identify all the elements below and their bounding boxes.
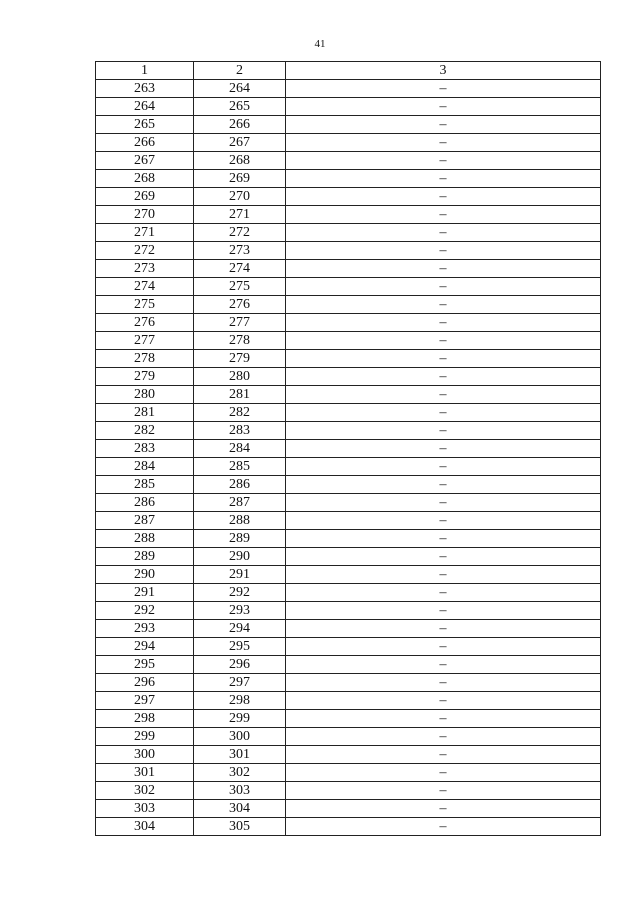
table-cell-col-2: 292 <box>194 584 286 602</box>
table-cell-col-3: – <box>286 710 601 728</box>
table-cell-col-3: – <box>286 476 601 494</box>
table-row <box>96 530 601 548</box>
table-row <box>96 458 601 476</box>
table-cell-col-3: – <box>286 332 601 350</box>
table-cell-col-1: 265 <box>96 116 194 134</box>
table-cell-col-3: – <box>286 314 601 332</box>
table-cell-col-1: 294 <box>96 638 194 656</box>
table-cell-col-2: 294 <box>194 620 286 638</box>
table-cell-col-2: 284 <box>194 440 286 458</box>
table-cell-col-1: 287 <box>96 512 194 530</box>
table-cell-col-2: 293 <box>194 602 286 620</box>
table-cell-col-1: 282 <box>96 422 194 440</box>
table-cell-col-1: 283 <box>96 440 194 458</box>
table-row <box>96 350 601 368</box>
table-cell-col-3: – <box>286 728 601 746</box>
table-cell-col-1: 275 <box>96 296 194 314</box>
table-cell-col-3: – <box>286 458 601 476</box>
page-number: 41 <box>314 38 326 50</box>
table-cell-col-1: 302 <box>96 782 194 800</box>
table-cell-col-1: 304 <box>96 818 194 836</box>
table-cell-col-2: 268 <box>194 152 286 170</box>
table-cell-col-1: 268 <box>96 170 194 188</box>
table-row <box>96 278 601 296</box>
table-cell-col-2: 264 <box>194 80 286 98</box>
table-row <box>96 710 601 728</box>
table-cell-col-3: – <box>286 674 601 692</box>
table-row <box>96 620 601 638</box>
table-row <box>96 260 601 278</box>
table-row <box>96 566 601 584</box>
table-row <box>96 728 601 746</box>
table-row <box>96 548 601 566</box>
table-row <box>96 332 601 350</box>
table-cell-col-3: – <box>286 98 601 116</box>
table-row <box>96 764 601 782</box>
table-row <box>96 80 601 98</box>
table-cell-col-1: 269 <box>96 188 194 206</box>
table-cell-col-2: 303 <box>194 782 286 800</box>
column-header-2: 2 <box>194 62 286 80</box>
table-cell-col-3: – <box>286 422 601 440</box>
table-cell-col-2: 286 <box>194 476 286 494</box>
table-cell-col-3: – <box>286 746 601 764</box>
table-cell-col-2: 265 <box>194 98 286 116</box>
table-cell-col-3: – <box>286 494 601 512</box>
table-row <box>96 476 601 494</box>
table-cell-col-2: 270 <box>194 188 286 206</box>
table-row <box>96 494 601 512</box>
table-cell-col-3: – <box>286 764 601 782</box>
table-cell-col-1: 295 <box>96 656 194 674</box>
table-row <box>96 188 601 206</box>
table-row <box>96 224 601 242</box>
table-row <box>96 206 601 224</box>
table-cell-col-2: 279 <box>194 350 286 368</box>
table-row <box>96 116 601 134</box>
table-cell-col-1: 303 <box>96 800 194 818</box>
table-cell-col-1: 290 <box>96 566 194 584</box>
table-cell-col-2: 267 <box>194 134 286 152</box>
table-cell-col-2: 299 <box>194 710 286 728</box>
table-cell-col-1: 291 <box>96 584 194 602</box>
table-cell-col-2: 277 <box>194 314 286 332</box>
table-cell-col-1: 277 <box>96 332 194 350</box>
column-header-3: 3 <box>286 62 601 80</box>
table-cell-col-2: 287 <box>194 494 286 512</box>
table-header <box>96 62 601 80</box>
table-cell-col-3: – <box>286 548 601 566</box>
table-row <box>96 314 601 332</box>
table-cell-col-3: – <box>286 296 601 314</box>
table-row <box>96 512 601 530</box>
table-row <box>96 818 601 836</box>
table-cell-col-2: 278 <box>194 332 286 350</box>
table-row <box>96 782 601 800</box>
table-row <box>96 422 601 440</box>
table-row <box>96 692 601 710</box>
table-row <box>96 296 601 314</box>
table-cell-col-1: 296 <box>96 674 194 692</box>
table-cell-col-2: 282 <box>194 404 286 422</box>
table-cell-col-3: – <box>286 530 601 548</box>
table-cell-col-3: – <box>286 440 601 458</box>
table-cell-col-1: 292 <box>96 602 194 620</box>
table-cell-col-3: – <box>286 278 601 296</box>
table-cell-col-1: 266 <box>96 134 194 152</box>
table-cell-col-2: 283 <box>194 422 286 440</box>
table-cell-col-3: – <box>286 512 601 530</box>
table-cell-col-3: – <box>286 224 601 242</box>
table-cell-col-2: 291 <box>194 566 286 584</box>
table-row <box>96 440 601 458</box>
table-row <box>96 584 601 602</box>
table-cell-col-2: 275 <box>194 278 286 296</box>
table-cell-col-3: – <box>286 368 601 386</box>
table-cell-col-3: – <box>286 80 601 98</box>
table-cell-col-2: 276 <box>194 296 286 314</box>
table-cell-col-3: – <box>286 602 601 620</box>
table-row <box>96 656 601 674</box>
table-cell-col-1: 273 <box>96 260 194 278</box>
table-cell-col-2: 285 <box>194 458 286 476</box>
table-row <box>96 98 601 116</box>
column-header-1: 1 <box>96 62 194 80</box>
table-cell-col-3: – <box>286 656 601 674</box>
table-cell-col-3: – <box>286 260 601 278</box>
table-cell-col-3: – <box>286 800 601 818</box>
table-cell-col-1: 264 <box>96 98 194 116</box>
table-cell-col-1: 284 <box>96 458 194 476</box>
table-row <box>96 242 601 260</box>
table-cell-col-2: 301 <box>194 746 286 764</box>
table-cell-col-1: 280 <box>96 386 194 404</box>
table-cell-col-1: 272 <box>96 242 194 260</box>
table-row <box>96 602 601 620</box>
table-cell-col-2: 297 <box>194 674 286 692</box>
table-row <box>96 386 601 404</box>
table-cell-col-3: – <box>286 116 601 134</box>
table-cell-col-3: – <box>286 242 601 260</box>
table-cell-col-2: 280 <box>194 368 286 386</box>
table-cell-col-3: – <box>286 818 601 836</box>
table-cell-col-2: 300 <box>194 728 286 746</box>
table-cell-col-1: 271 <box>96 224 194 242</box>
table-cell-col-2: 296 <box>194 656 286 674</box>
table-row <box>96 368 601 386</box>
table-row <box>96 638 601 656</box>
table-cell-col-2: 266 <box>194 116 286 134</box>
table-cell-col-2: 274 <box>194 260 286 278</box>
table-cell-col-2: 295 <box>194 638 286 656</box>
table-cell-col-1: 270 <box>96 206 194 224</box>
table-cell-col-1: 279 <box>96 368 194 386</box>
table-cell-col-2: 305 <box>194 818 286 836</box>
table-cell-col-3: – <box>286 584 601 602</box>
table-cell-col-1: 293 <box>96 620 194 638</box>
table-row <box>96 152 601 170</box>
table-cell-col-2: 304 <box>194 800 286 818</box>
table-cell-col-1: 288 <box>96 530 194 548</box>
table-cell-col-1: 263 <box>96 80 194 98</box>
table-cell-col-1: 276 <box>96 314 194 332</box>
table-cell-col-1: 299 <box>96 728 194 746</box>
table-cell-col-1: 289 <box>96 548 194 566</box>
table-cell-col-3: – <box>286 638 601 656</box>
table-cell-col-3: – <box>286 350 601 368</box>
table-cell-col-3: – <box>286 620 601 638</box>
table-cell-col-2: 289 <box>194 530 286 548</box>
table-cell-col-3: – <box>286 170 601 188</box>
table-cell-col-2: 272 <box>194 224 286 242</box>
table-cell-col-3: – <box>286 206 601 224</box>
table-cell-col-3: – <box>286 386 601 404</box>
table-cell-col-3: – <box>286 188 601 206</box>
table-cell-col-3: – <box>286 404 601 422</box>
table-cell-col-2: 273 <box>194 242 286 260</box>
table-cell-col-1: 297 <box>96 692 194 710</box>
table-cell-col-1: 278 <box>96 350 194 368</box>
table-cell-col-1: 286 <box>96 494 194 512</box>
table-cell-col-2: 298 <box>194 692 286 710</box>
table-cell-col-1: 274 <box>96 278 194 296</box>
table-cell-col-1: 298 <box>96 710 194 728</box>
table-cell-col-2: 290 <box>194 548 286 566</box>
table-cell-col-3: – <box>286 566 601 584</box>
table-row <box>96 746 601 764</box>
table-cell-col-1: 285 <box>96 476 194 494</box>
table-row <box>96 170 601 188</box>
table-body <box>96 80 601 836</box>
table-row <box>96 800 601 818</box>
table-cell-col-3: – <box>286 152 601 170</box>
table-cell-col-2: 288 <box>194 512 286 530</box>
table-cell-col-1: 281 <box>96 404 194 422</box>
table-cell-col-2: 281 <box>194 386 286 404</box>
table-cell-col-3: – <box>286 692 601 710</box>
header-row <box>96 62 601 80</box>
table-cell-col-1: 301 <box>96 764 194 782</box>
table-row <box>96 674 601 692</box>
table-row <box>96 134 601 152</box>
data-table <box>95 61 601 836</box>
table-cell-col-2: 302 <box>194 764 286 782</box>
table-cell-col-3: – <box>286 782 601 800</box>
table-cell-col-3: – <box>286 134 601 152</box>
table-row <box>96 404 601 422</box>
table-cell-col-1: 267 <box>96 152 194 170</box>
table-cell-col-2: 269 <box>194 170 286 188</box>
table-cell-col-2: 271 <box>194 206 286 224</box>
table-cell-col-1: 300 <box>96 746 194 764</box>
